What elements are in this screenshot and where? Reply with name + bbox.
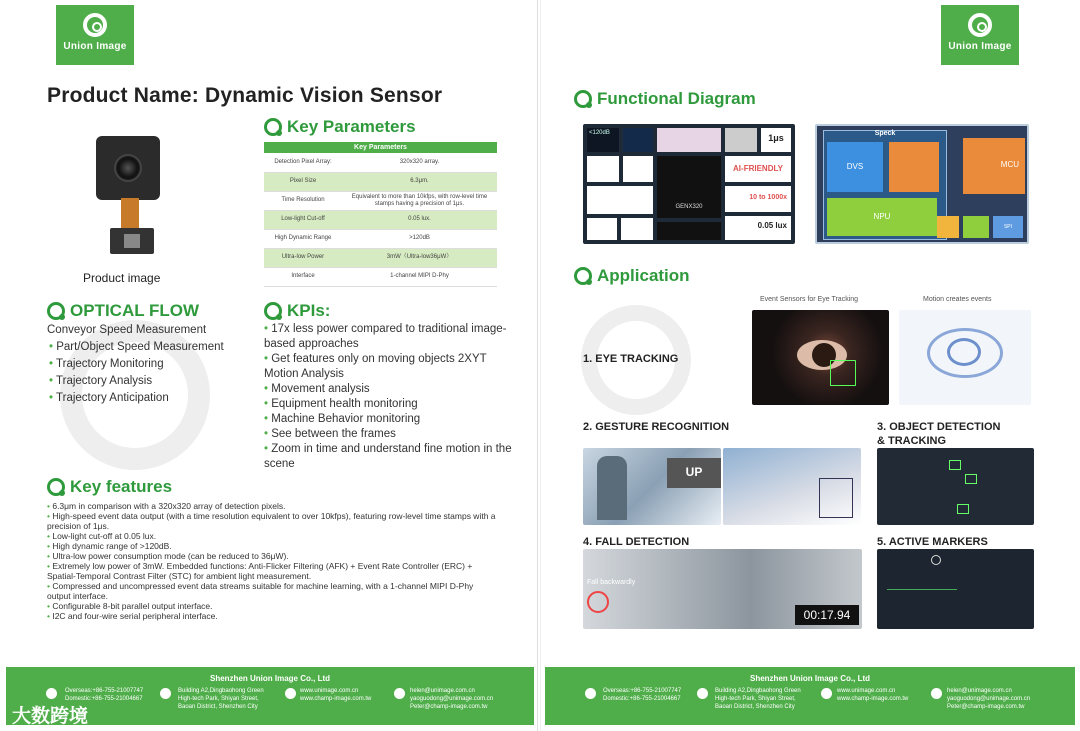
optical-flow-heading: OPTICAL FLOW <box>47 301 199 321</box>
bullet-icon: • <box>47 551 53 561</box>
kpis-heading: KPIs: <box>264 301 330 321</box>
param-value-cell: 0.05 lux. <box>342 210 497 229</box>
table-row <box>264 229 497 248</box>
product-title: Product Name: Dynamic Vision Sensor <box>47 84 443 107</box>
footer-address: Building A2,Dingbaohong Green High-tech Park, Shiyan Street, Baoan District, Shenzhen City <box>178 688 264 710</box>
list-item-text: Machine Behavior monitoring <box>271 413 421 425</box>
footer-company: Shenzhen Union Image Co., Ltd <box>750 674 870 683</box>
param-value-cell: 1-channel MIPI D-Phy <box>342 267 497 286</box>
param-name-cell: Pixel Size <box>264 172 342 191</box>
footer-company: Shenzhen Union Image Co., Ltd <box>210 674 330 683</box>
param-name-cell: Time Resolution <box>264 191 342 210</box>
list-item-text: Compressed and uncompressed event data streams suitable for machine learning, with a 1-channel MIPI D-Phy output interface. <box>47 581 474 601</box>
web-icon <box>821 688 832 699</box>
bullet-icon: • <box>47 511 53 521</box>
table-row <box>264 172 497 191</box>
app-fall-detection-label: 4. FALL DETECTION <box>583 536 690 548</box>
app-active-markers-label: 5. ACTIVE MARKERS <box>877 536 988 548</box>
chip-block-diagram <box>815 124 1029 244</box>
block-dvs: DVS <box>827 142 883 192</box>
product-image-connector <box>110 228 154 254</box>
key-features-heading: Key features <box>47 477 172 497</box>
list-item-text: Low-light cut-off at 0.05 lux. <box>52 531 157 541</box>
param-value-cell: 3mW（Ultra-low36μW） <box>342 248 497 267</box>
bullet-icon: • <box>264 428 272 440</box>
bullet-icon: • <box>47 531 53 541</box>
bullet-icon: • <box>264 398 272 410</box>
bullet-icon: • <box>47 581 53 591</box>
list-item <box>264 397 514 412</box>
chip-title: Speck <box>874 130 896 137</box>
table-header: Key Parameters <box>264 142 497 153</box>
app-object-detection-label: 3. OBJECT DETECTION & TRACKING <box>877 421 1001 447</box>
location-icon <box>697 688 708 699</box>
bullet-icon: • <box>47 601 53 611</box>
list-item <box>49 373 224 390</box>
list-item-text: Trajectory Analysis <box>56 375 153 387</box>
list-item-text: 6.3μm in comparison with a 320x320 array of detection pixels. <box>52 501 286 511</box>
bullet-icon: • <box>49 375 57 387</box>
param-name-cell: Ultra-low Power <box>264 248 342 267</box>
footer-watermark-text: 大数跨境 <box>12 706 89 727</box>
list-item <box>47 561 497 581</box>
block-modules <box>889 142 939 192</box>
bullet-icon: • <box>49 358 57 370</box>
list-item <box>264 442 514 472</box>
gesture-events-image <box>723 448 861 525</box>
list-item-text: Part/Object Speed Measurement <box>56 341 224 353</box>
list-item <box>47 511 497 531</box>
list-item <box>49 356 224 373</box>
right-footer <box>545 667 1075 725</box>
param-name-cell: Detection Pixel Array: <box>264 153 342 172</box>
email-icon <box>394 688 405 699</box>
tile-ai-friendly: AI-FRIENDLY <box>725 156 791 182</box>
block-spi: SPI <box>993 216 1023 238</box>
list-item-text: I2C and four-wire serial peripheral interface. <box>52 611 218 621</box>
section-logo-icon <box>47 302 65 320</box>
section-logo-icon <box>264 302 282 320</box>
tile-dynamic-range: <120dB <box>587 128 619 152</box>
list-item <box>47 581 497 601</box>
param-value-cell: Equivalent to more than 10kfps, with row-level time stamps having a precision of 1μs. <box>342 191 497 210</box>
tile-image <box>623 128 653 152</box>
left-footer <box>6 667 534 725</box>
logo-icon <box>968 13 992 37</box>
list-item <box>47 531 497 541</box>
bullet-icon: • <box>264 383 272 395</box>
brand-logo: Union Image <box>941 5 1019 65</box>
feature-tiles-image <box>583 124 795 244</box>
list-item <box>49 390 224 407</box>
bullet-icon: • <box>47 541 53 551</box>
list-item-text: Ultra-low power consumption mode (can be reduced to 36μW). <box>52 551 289 561</box>
section-logo-icon <box>264 118 282 136</box>
block-peripheral <box>963 216 989 238</box>
list-item <box>264 382 514 397</box>
tile-time-resolution: 1μs <box>761 128 791 152</box>
param-name-cell: High Dynamic Range <box>264 229 342 248</box>
footer-address: Building A2,Dingbaohong Green High-tech Park, Shiyan Street, Baoan District, Shenzhen City <box>715 688 801 710</box>
optical-flow-list <box>49 339 224 407</box>
list-item-text: See between the frames <box>271 428 396 440</box>
tile-image <box>623 156 653 182</box>
bullet-icon: • <box>264 443 272 455</box>
footer-web: www.unimage.com.cn www.champ-image.com.tw <box>837 688 909 702</box>
footer-phone: Overseas:+86-755-21007747 Domestic:+86-755-21004667 <box>603 688 682 702</box>
list-item <box>47 501 497 511</box>
list-item <box>264 427 514 442</box>
bullet-icon: • <box>47 501 53 511</box>
param-value-cell: 320x320 array. <box>342 153 497 172</box>
list-item-text: Trajectory Anticipation <box>56 392 169 404</box>
bullet-icon: • <box>264 353 272 365</box>
web-icon <box>285 688 296 699</box>
list-item <box>264 322 514 352</box>
table-row <box>264 267 497 286</box>
motion-caption: Motion creates events <box>923 296 992 303</box>
product-image-camera <box>96 136 160 200</box>
bullet-icon: • <box>264 323 272 335</box>
motion-events-image <box>899 310 1031 405</box>
tile-chip: GENX320 <box>657 156 721 218</box>
fall-overlay-text: Fall backwardly <box>587 579 636 586</box>
list-item-text: 17x less power compared to traditional image-based approaches <box>264 323 507 350</box>
email-icon <box>931 688 942 699</box>
product-image-flex-cable <box>121 198 139 232</box>
key-features-list <box>47 501 497 621</box>
section-logo-icon <box>47 478 65 496</box>
tile-low-light: 0.05 lux <box>725 216 791 240</box>
app-eye-tracking-label: 1. EYE TRACKING <box>583 353 679 365</box>
active-markers-image <box>877 549 1034 629</box>
functional-diagram-heading: Functional Diagram <box>574 89 756 109</box>
list-item <box>264 352 514 382</box>
list-item <box>47 601 497 611</box>
product-image-caption: Product image <box>83 271 161 285</box>
eye-tracking-caption: Event Sensors for Eye Tracking <box>760 296 859 303</box>
kpis-list <box>264 322 514 472</box>
footer-email: helen@unimage.com.cn yaoguodong@unimage.com.cn Peter@champ-image.com.tw <box>947 688 1031 710</box>
param-value-cell: 6.3μm. <box>342 172 497 191</box>
tile-image <box>587 186 653 214</box>
bullet-icon: • <box>49 392 57 404</box>
tile-image <box>587 218 617 240</box>
footer-phone: Overseas:+86-755-21007747 Domestic:+86-755-21004667 <box>65 688 144 702</box>
table-row <box>264 210 497 229</box>
param-value-cell: >120dB <box>342 229 497 248</box>
bullet-icon: • <box>47 611 53 621</box>
application-heading: Application <box>574 266 690 286</box>
key-parameters-heading: Key Parameters <box>264 117 416 137</box>
left-page <box>0 0 538 731</box>
list-item-text: Equipment health monitoring <box>271 398 418 410</box>
table-row <box>264 248 497 267</box>
app-gesture-label: 2. GESTURE RECOGNITION <box>583 421 730 433</box>
optical-flow-subtitle: Conveyor Speed Measurement <box>47 324 207 336</box>
phone-icon <box>585 688 596 699</box>
fall-detection-image <box>583 549 862 629</box>
logo-icon <box>83 13 107 37</box>
block-mcu: MCU <box>963 138 1025 194</box>
list-item-text: Movement analysis <box>271 383 370 395</box>
list-item <box>47 611 497 621</box>
bullet-icon: • <box>47 561 53 571</box>
tile-image <box>657 222 721 240</box>
section-logo-icon <box>574 267 592 285</box>
list-item-text: Extremely low power of 3mW. Embedded functions: Anti-Flicker Filtering (AFK) + Event Rate Controller (ERC) + Spatial-Temporal Contrast Filter (STC) for ambient light measurement. <box>47 561 473 581</box>
footer-email: helen@unimage.com.cn yaoguodong@unimage.com.cn Peter@champ-image.com.tw <box>410 688 494 710</box>
object-detection-image <box>877 448 1034 525</box>
list-item-text: High-speed event data output (with a time resolution equivalent to over 10kfps), featuring row-level time stamps with a precision of 1μs. <box>47 511 496 531</box>
block-peripheral <box>937 216 959 238</box>
key-parameters-table <box>264 142 497 287</box>
right-page <box>540 0 1080 731</box>
tile-image <box>587 156 619 182</box>
list-item-text: Zoom in time and understand fine motion in the scene <box>264 443 512 470</box>
table-row <box>264 153 497 172</box>
location-icon <box>160 688 171 699</box>
list-item-text: Get features only on moving objects 2XYT Motion Analysis <box>264 353 487 380</box>
phone-icon <box>46 688 57 699</box>
block-npu: NPU <box>827 198 937 236</box>
tile-image <box>725 128 757 152</box>
gesture-up-label: UP <box>667 458 721 488</box>
param-name-cell: Interface <box>264 267 342 286</box>
param-name-cell: Low-light Cut-off <box>264 210 342 229</box>
tile-image <box>657 128 721 152</box>
list-item <box>47 551 497 561</box>
eye-tracking-image <box>752 310 889 405</box>
fall-timer: 00:17.94 <box>795 605 859 625</box>
tile-image <box>621 218 653 240</box>
bullet-icon: • <box>49 341 57 353</box>
list-item-text: Trajectory Monitoring <box>56 358 164 370</box>
footer-web: www.unimage.com.cn www.champ-image.com.tw <box>300 688 372 702</box>
list-item <box>47 541 497 551</box>
tile-power: 10 to 1000x <box>725 186 791 212</box>
list-item-text: Configurable 8-bit parallel output interface. <box>52 601 213 611</box>
section-logo-icon <box>574 90 592 108</box>
list-item <box>264 412 514 427</box>
list-item-text: High dynamic range of >120dB. <box>52 541 172 551</box>
bullet-icon: • <box>264 413 272 425</box>
gesture-image <box>583 448 721 525</box>
list-item <box>49 339 224 356</box>
table-row <box>264 191 497 210</box>
brand-logo: Union Image <box>56 5 134 65</box>
